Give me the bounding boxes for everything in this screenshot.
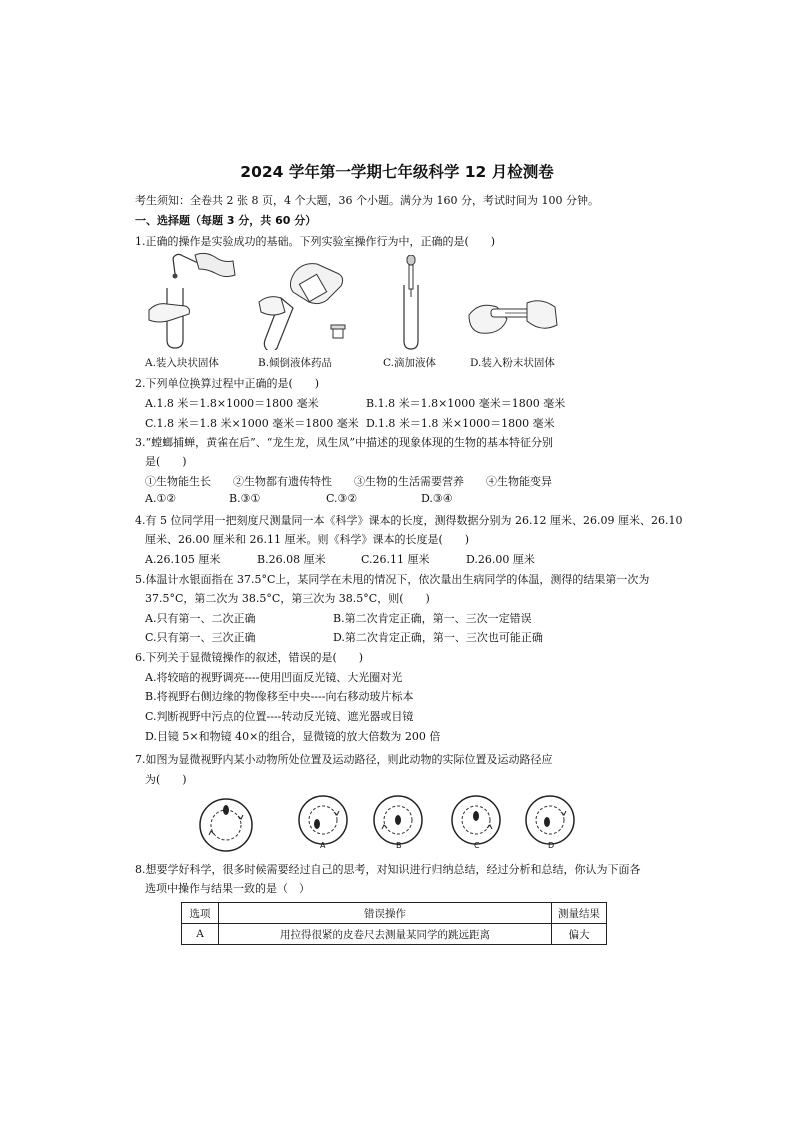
q6-option-c[interactable]: C.判断视野中污点的位置----转动反光镜、遮光器或目镜 — [145, 710, 414, 723]
question-4-stem-line2: 厘米、26.00 厘米和 26.11 厘米。则《科学》课本的长度是( ) — [145, 533, 470, 546]
question-5-stem-line1: 5.体温计水银面指在 37.5°C上，某同学在未甩的情况下，依次量出生病同学的体温，测得的结果第一次为 — [135, 573, 650, 586]
table-row — [182, 924, 607, 945]
q3-option-d[interactable]: D.③④ — [421, 492, 453, 505]
q5-option-c[interactable]: C.只有第一、三次正确 — [145, 631, 256, 644]
view-option-b — [374, 796, 422, 844]
table-cell-operation: 用拉得很紧的皮卷尺去测量某同学的跳远距离 — [219, 924, 552, 945]
q4-option-a[interactable]: A.26.105 厘米 — [145, 553, 221, 566]
section-heading: 一、选择题（每题 3 分，共 60 分） — [135, 214, 317, 227]
figure-1b-pour-liquid — [255, 258, 355, 350]
q2-option-a[interactable]: A.1.8 米＝1.8×1000＝1800 毫米 — [145, 397, 319, 410]
question-1-stem: 1.正确的操作是实验成功的基础。下列实验室操作行为中，正确的是( ) — [135, 235, 496, 248]
q2-option-d[interactable]: D.1.8 米＝1.8 米×1000＝1800 毫米 — [366, 417, 555, 430]
view-original — [200, 799, 252, 851]
q4-option-d[interactable]: D.26.00 厘米 — [466, 553, 535, 566]
q1-option-a[interactable]: A.装入块状固体 — [145, 357, 219, 369]
table-header-option: 选项 — [182, 903, 219, 924]
microscope-view-figures — [198, 795, 578, 855]
question-7-stem-line1: 7.如图为显微视野内某小动物所处位置及运动路径，则此动物的实际位置及运动路径应 — [135, 753, 553, 766]
q5-option-a[interactable]: A.只有第一、二次正确 — [145, 612, 256, 625]
table-header-row — [182, 903, 607, 924]
table-header-result: 测量结果 — [552, 903, 607, 924]
q1-option-b[interactable]: B.倾倒液体药品 — [258, 357, 333, 369]
q7-label-a[interactable]: A — [320, 841, 326, 850]
q3-option-c[interactable]: C.③② — [326, 492, 358, 505]
table-cell-result: 偏大 — [552, 924, 607, 945]
question-4-stem-line1: 4.有 5 位同学用一把刻度尺测量同一本《科学》课本的长度，测得数据分别为 26.12 厘米、26.09 厘米、26.10 — [135, 514, 683, 527]
exam-title: 2024 学年第一学期七年级科学 12 月检测卷 — [240, 163, 554, 181]
q7-label-d[interactable]: D — [548, 841, 555, 850]
table-cell-option: A — [182, 924, 219, 945]
q8-table — [181, 902, 607, 945]
question-2-stem: 2.下列单位换算过程中正确的是( ) — [135, 377, 320, 390]
exam-notice: 考生须知：全卷共 2 张 8 页，4 个大题，36 个小题。满分为 160 分，考试时间为 100 分钟。 — [135, 194, 599, 207]
question-6-stem: 6.下列关于显微镜操作的叙述，错误的是( ) — [135, 651, 364, 664]
q7-label-c[interactable]: C — [474, 841, 480, 850]
view-option-c — [452, 796, 500, 844]
figure-1d-powder-solid — [465, 295, 560, 340]
q3-statements: ①生物能生长 ②生物都有遗传特性 ③生物的生活需要营养 ④生物能变异 — [145, 475, 552, 488]
question-3-stem-line1: 3.“螳螂捕蝉，黄雀在后”、“龙生龙，凤生凤”中描述的现象体现的生物的基本特征分别 — [135, 436, 553, 449]
question-3-stem-line2: 是( ) — [145, 455, 187, 468]
q2-option-b[interactable]: B.1.8 米＝1.8×1000 毫米＝1800 毫米 — [366, 397, 566, 410]
question-8-stem-line1: 8.想要学好科学，很多时候需要经过自己的思考，对知识进行归纳总结，经过分析和总结，你认为下面各 — [135, 863, 641, 876]
q4-option-c[interactable]: C.26.11 厘米 — [361, 553, 430, 566]
question-8-stem-line2: 选项中操作与结果一致的是（ ） — [145, 882, 310, 895]
figure-1c-dropper — [396, 255, 426, 350]
q6-option-d[interactable]: D.目镜 5×和物镜 40×的组合，显微镜的放大倍数为 200 倍 — [145, 730, 441, 743]
table-header-operation: 错误操作 — [219, 903, 552, 924]
q3-option-a[interactable]: A.①② — [145, 492, 177, 505]
view-option-d — [526, 796, 574, 844]
question-7-stem-line2: 为( ) — [145, 773, 187, 786]
q5-option-b[interactable]: B.第二次肯定正确，第一、三次一定错误 — [333, 612, 532, 625]
q7-label-b[interactable]: B — [396, 841, 402, 850]
q5-option-d[interactable]: D.第二次肯定正确，第一、三次也可能正确 — [333, 631, 543, 644]
q6-option-a[interactable]: A.将较暗的视野调亮----使用凹面反光镜、大光圈对光 — [145, 671, 403, 684]
q1-option-d[interactable]: D.装入粉末状固体 — [470, 357, 555, 369]
view-option-a — [299, 796, 347, 844]
q6-option-b[interactable]: B.将视野右侧边缘的物像移至中央----向右移动玻片标本 — [145, 690, 414, 703]
q1-option-c[interactable]: C.滴加液体 — [383, 357, 436, 369]
figure-1a-block-solid — [145, 250, 240, 350]
q3-option-b[interactable]: B.③① — [229, 492, 261, 505]
question-5-stem-line2: 37.5°C，第二次为 38.5°C，第三次为 38.5°C，则( ) — [145, 592, 430, 605]
q4-option-b[interactable]: B.26.08 厘米 — [257, 553, 326, 566]
q2-option-c[interactable]: C.1.8 米＝1.8 米×1000 毫米＝1800 毫米 — [145, 417, 359, 430]
